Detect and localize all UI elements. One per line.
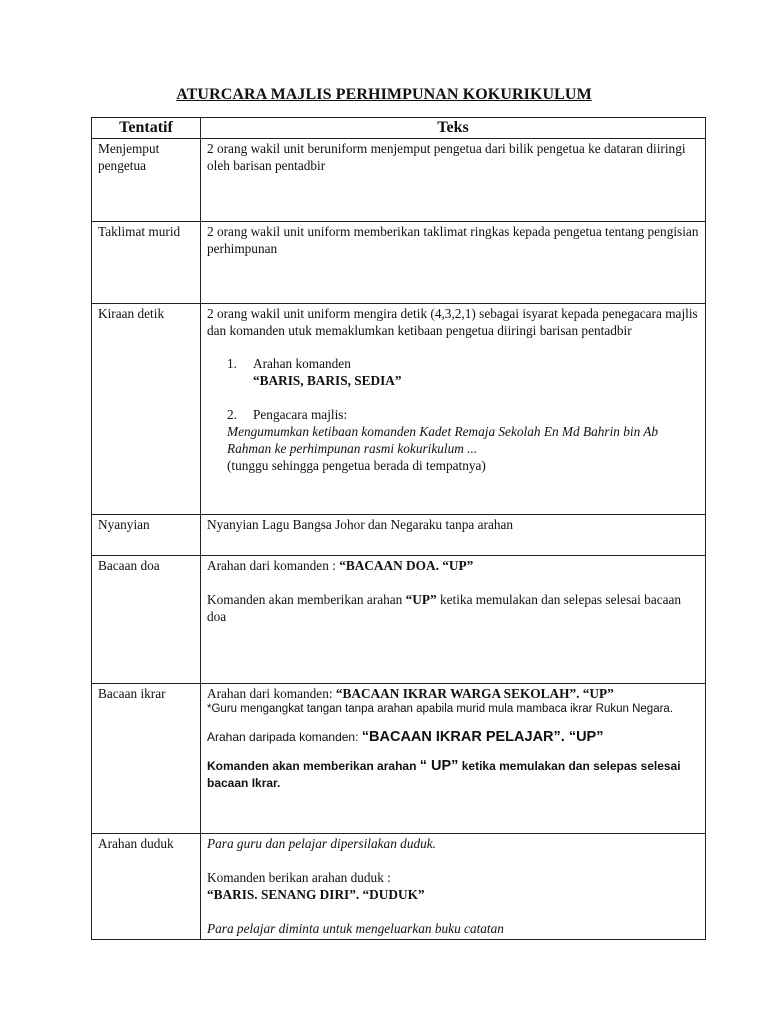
instruction-line: Para guru dan pelajar dipersilakan duduk. <box>207 836 436 851</box>
command-text: “ UP” <box>419 758 459 774</box>
instruction-line: Para pelajar diminta untuk mengeluarkan buku catatan <box>207 921 504 936</box>
row-label: Arahan duduk <box>92 834 201 940</box>
row-text: Nyanyian Lagu Bangsa Johor dan Negaraku tanpa arahan <box>201 515 706 556</box>
numbered-list <box>207 355 699 474</box>
instruction-prefix: Arahan dari komanden: <box>207 686 336 701</box>
instruction-prefix: Komanden akan memberikan arahan <box>207 759 420 773</box>
row-label: Menjemput pengetua <box>92 139 201 222</box>
table-row <box>92 304 706 515</box>
table-row <box>92 515 706 556</box>
instruction-prefix: Komanden akan memberikan arahan <box>207 592 406 607</box>
row-label: Taklimat murid <box>92 222 201 304</box>
instruction-line <box>207 557 699 574</box>
list-number: 2. <box>227 407 237 422</box>
command-text: “BACAAN IKRAR WARGA SEKOLAH”. “UP” <box>335 686 614 701</box>
instruction-suffix: ketika memulakan dan selepas selesai bacaan doa <box>207 592 682 624</box>
header-teks: Teks <box>201 118 706 139</box>
row-content <box>201 684 706 834</box>
table-row <box>92 139 706 222</box>
instruction-line <box>207 685 699 702</box>
instruction-line <box>207 591 699 625</box>
page-title: ATURCARA MAJLIS PERHIMPUNAN KOKURIKULUM <box>176 86 592 103</box>
command-text: “BACAAN DOA. “UP” <box>339 558 474 573</box>
announcement-text: Mengumumkan ketibaan komanden Kadet Remaja Sekolah En Md Bahrin bin Ab Rahman ke perhimpunan rasmi kokurikulum ... <box>227 424 659 456</box>
instruction-prefix: Arahan dari komanden : <box>207 558 340 573</box>
row-label: Nyanyian <box>92 515 201 556</box>
table-row <box>92 556 706 684</box>
instruction-line <box>207 758 699 792</box>
table-header-row <box>92 118 706 139</box>
instruction-line: Komanden berikan arahan duduk : <box>207 870 391 885</box>
table-row <box>92 222 706 304</box>
instruction-suffix: ketika memulakan dan selepas selesai bacaan Ikrar. <box>207 759 681 790</box>
instruction-prefix: Arahan daripada komanden: <box>207 730 362 744</box>
list-item <box>207 355 699 372</box>
row-text: 2 orang wakil unit uniform mengira detik (4,3,2,1) sebagai isyarat kepada penegacara majlis dan komanden utuk memaklumkan ketibaan pengetua diiringi barisan pentadbir <box>207 306 698 338</box>
list-text: Arahan komanden <box>253 356 351 371</box>
row-text: 2 orang wakil unit beruniform menjemput pengetua dari bilik pengetua ke dataran diiringi oleh barisan pentadbir <box>201 139 706 222</box>
command-text: “BARIS, BARIS, SEDIA” <box>253 373 402 388</box>
row-label: Kiraan detik <box>92 304 201 515</box>
row-content <box>201 834 706 940</box>
teacher-note: *Guru mengangkat tangan tanpa arahan apabila murid mula mambaca ikrar Rukun Negara. <box>207 703 674 715</box>
command-text: “BARIS. SENANG DIRI”. “DUDUK” <box>207 887 425 902</box>
agenda-table <box>91 117 706 940</box>
list-item <box>207 406 699 423</box>
instruction-line <box>207 728 699 746</box>
row-content <box>201 556 706 684</box>
table-row <box>92 834 706 940</box>
row-content <box>201 304 706 515</box>
header-tentatif: Tentatif <box>92 118 201 139</box>
list-text: Pengacara majlis: <box>253 407 348 422</box>
note-text: (tunggu sehingga pengetua berada di tempatnya) <box>227 458 486 473</box>
list-number: 1. <box>227 356 237 371</box>
table-row <box>92 684 706 834</box>
command-text: “BACAAN IKRAR PELAJAR”. “UP” <box>361 729 604 745</box>
row-label: Bacaan ikrar <box>92 684 201 834</box>
row-text: 2 orang wakil unit uniform memberikan taklimat ringkas kepada pengetua tentang pengisian perhimpunan <box>201 222 706 304</box>
command-text: “UP” <box>405 592 437 607</box>
row-label: Bacaan doa <box>92 556 201 684</box>
